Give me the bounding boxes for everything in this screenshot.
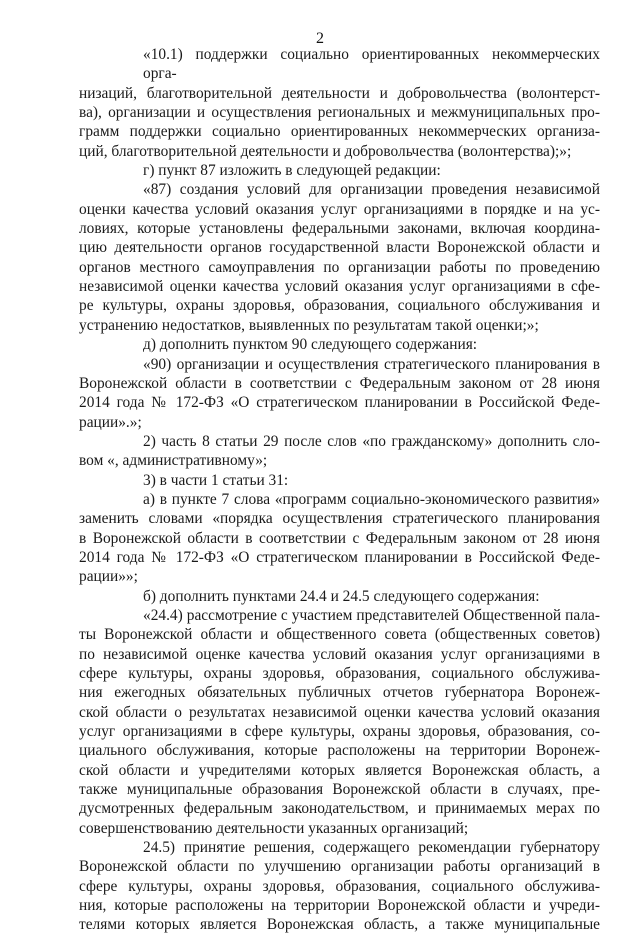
text-line: ния, которые расположены на территории Воронежской области и учреди- (79, 897, 600, 915)
text-line: вом «, административному»; (79, 452, 268, 470)
text-line: также муниципальные образования Воронежской области в случаях, пре- (79, 781, 600, 799)
text-line: «90) организации и осуществления стратегического планирования в (143, 355, 600, 373)
text-line: устранению недостатков, выявленных по результатам такой оценки;»; (79, 316, 539, 334)
text-line: ловиях, которые установлены федеральными законами, включая координа- (79, 220, 600, 238)
text-line: Воронежской области в соответствии с Федеральным законом от 28 июня (79, 374, 600, 392)
text-line: совершенствованию деятельности указанных организаций; (79, 819, 469, 837)
text-line: по независимой оценке качества условий оказания услуг организациями в (79, 645, 600, 663)
text-line: дусмотренных федеральным законодательством, и принимаемых мерах по (79, 800, 600, 818)
page-number: 2 (316, 30, 324, 47)
text-line: услуг организациями в сфере культуры, охраны здоровья, образования, со- (79, 723, 600, 741)
text-line: рации»»; (79, 568, 138, 586)
text-line: низаций, благотворительной деятельности и добровольчества (волонтерст- (79, 84, 600, 102)
text-line: ской области и учредителями которых является Воронежская область, а (79, 761, 600, 779)
text-line: 2) часть 8 статьи 29 после слов «по гражданскому» дополнить сло- (143, 432, 600, 450)
text-line: в Воронежской области в соответствии с Федеральным законом от 28 июня (79, 529, 600, 547)
text-line: ций, благотворительной деятельности и добровольчества (волонтерства);»; (79, 142, 572, 160)
document-body (79, 45, 600, 935)
text-line: заменить словами «порядка осуществления стратегического планирования (79, 510, 600, 528)
text-line: оценки качества условий оказания услуг организациями в порядке и на ус- (79, 200, 600, 218)
text-line: б) дополнить пунктами 24.4 и 24.5 следующего содержания: (143, 587, 540, 605)
text-line: 24.5) принятие решения, содержащего рекомендации губернатору (143, 839, 600, 857)
text-line: 2014 года № 172-ФЗ «О стратегическом планировании в Российской Феде- (79, 548, 600, 566)
text-line: циального обслуживания, которые расположены на территории Воронеж- (79, 742, 600, 760)
text-line: а) в пункте 7 слова «программ социально-экономического развития» (143, 490, 600, 508)
text-line: ты Воронежской области и общественного совета (общественных советов) (79, 626, 600, 644)
text-line: ва), организации и осуществления региональных и межмуниципальных про- (79, 104, 600, 122)
text-line: сфере культуры, охраны здоровья, образования, социального обслужива- (79, 877, 600, 895)
text-line: «24.4) рассмотрение с участием представителей Общественной пала- (143, 606, 600, 624)
text-line: цию деятельности органов государственной власти Воронежской области и (79, 239, 600, 257)
text-line: сфере культуры, охраны здоровья, образования, социального обслужива- (79, 665, 600, 682)
text-line: органов местного самоуправления по организации работы по проведению (79, 258, 600, 276)
text-line: д) дополнить пунктом 90 следующего содержания: (143, 336, 478, 354)
text-line: 3) в части 1 статьи 31: (143, 471, 289, 489)
text-line: рации».»; (79, 413, 142, 431)
text-line: ния ежегодных обязательных публичных отчетов губернатора Воронеж- (79, 684, 600, 702)
text-line: ской области о результатах независимой оценки качества условий оказания (79, 703, 600, 721)
text-line: телями которых является Воронежская область, а также муниципальные (79, 916, 600, 934)
text-line: «10.1) поддержки социально ориентированных некоммерческих орга- (143, 46, 600, 83)
text-line: ре культуры, охраны здоровья, образования, социального обслуживания и (79, 297, 600, 315)
text-line: г) пункт 87 изложить в следующей редакции: (143, 162, 441, 180)
text-line: Воронежской области по улучшению организации работы организаций в (79, 858, 600, 876)
text-line: «87) создания условий для организации проведения независимой (143, 181, 600, 199)
text-line: независимой оценки качества условий оказания услуг организациями в сфе- (79, 278, 600, 296)
text-line: 2014 года № 172-ФЗ «О стратегическом планировании в Российской Феде- (79, 394, 600, 412)
text-line: грамм поддержки социально ориентированных некоммерческих организа- (79, 123, 600, 141)
